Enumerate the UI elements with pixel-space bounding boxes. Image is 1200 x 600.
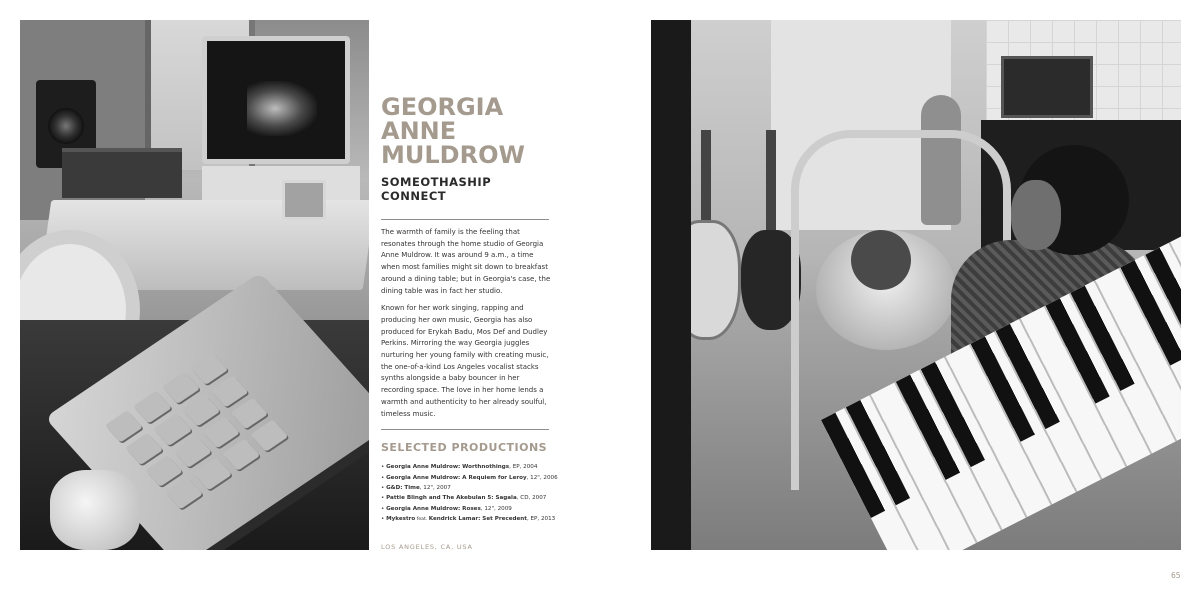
divider: [381, 429, 549, 430]
body-paragraph: The warmth of family is the feeling that resonates through the home studio of Georgia Anne Muldrow. It was around 9 a.m., a time when most families might sit down to breakfast around a dining table; but in Georgia's case, the dining table was in fact her studio.: [381, 228, 551, 295]
artist-name-line2: MULDROW: [381, 141, 525, 169]
project-name: SOMEOTHASHIP CONNECT: [381, 175, 492, 203]
page-number: 65: [1171, 571, 1181, 580]
production-title: Georgia Anne Muldrow: A Requiem for Leroy: [386, 474, 527, 481]
article-text: [381, 93, 558, 526]
family-photo: [651, 20, 1181, 550]
production-item: [381, 493, 551, 503]
baby: [851, 230, 911, 290]
production-item: [381, 483, 551, 493]
bullet: •: [381, 485, 385, 492]
foreground-shadow: [651, 20, 691, 550]
production-title: Pattie Blingh and The Akebulan 5: Sagala: [386, 495, 517, 502]
production-title: Georgia Anne Muldrow: Roses: [386, 505, 481, 512]
microwave: [1001, 56, 1093, 118]
production-item: [381, 504, 551, 514]
woman-face: [1011, 180, 1061, 250]
bullet: •: [381, 474, 385, 481]
body-paragraph: Known for her work singing, rapping and producing her own music, Georgia has also produced for Erykah Badu, Mos Def and Dudley Perkins. Mirroring the way Georgia juggles nurturing her young family with creating music, the one-of-a-kind Los Angeles vocalist stacks synths alongside a baby bouncer in her recording space. The love in her home lends a warmth and authenticity to her already soulful, timeless music.: [381, 304, 549, 418]
production-meta: , 12", 2007: [419, 485, 451, 492]
production-title: G&D: Time: [386, 485, 420, 492]
artist-name: [381, 95, 551, 167]
production-item: [381, 514, 556, 525]
bullet: •: [381, 505, 385, 512]
production-title: Georgia Anne Muldrow: Worthnothings: [386, 464, 510, 471]
selected-productions-title: SELECTED PRODUCTIONS: [381, 441, 548, 455]
guitar-neck: [701, 130, 711, 230]
production-meta: , EP, 2013: [526, 516, 556, 523]
production-feat: feat.: [415, 517, 429, 523]
bullet: •: [381, 464, 385, 471]
guitar-neck: [766, 130, 776, 240]
productions-list: [381, 462, 558, 525]
production-title-2: Kendrick Lamar: Set Precedent: [428, 516, 527, 523]
computer-monitor: [202, 36, 350, 164]
production-item: [381, 462, 551, 472]
production-title: Mykestro: [386, 516, 416, 523]
production-meta: , EP, 2004: [509, 464, 538, 471]
bullet: •: [381, 516, 385, 523]
baby-toy: [50, 470, 140, 550]
production-meta: , CD, 2007: [516, 495, 547, 502]
production-meta: , 12", 2009: [480, 505, 512, 512]
rack-gear: [62, 148, 182, 198]
location-caption: LOS ANGELES, CA, USA: [381, 543, 473, 551]
production-meta: , 12", 2006: [526, 474, 558, 481]
artist-name-line1: GEORGIA ANNE: [381, 93, 504, 145]
production-item: [381, 473, 558, 483]
bullet: •: [381, 495, 385, 502]
studio-photo: [20, 20, 369, 550]
photo-frame: [282, 180, 326, 220]
divider: [381, 219, 549, 220]
